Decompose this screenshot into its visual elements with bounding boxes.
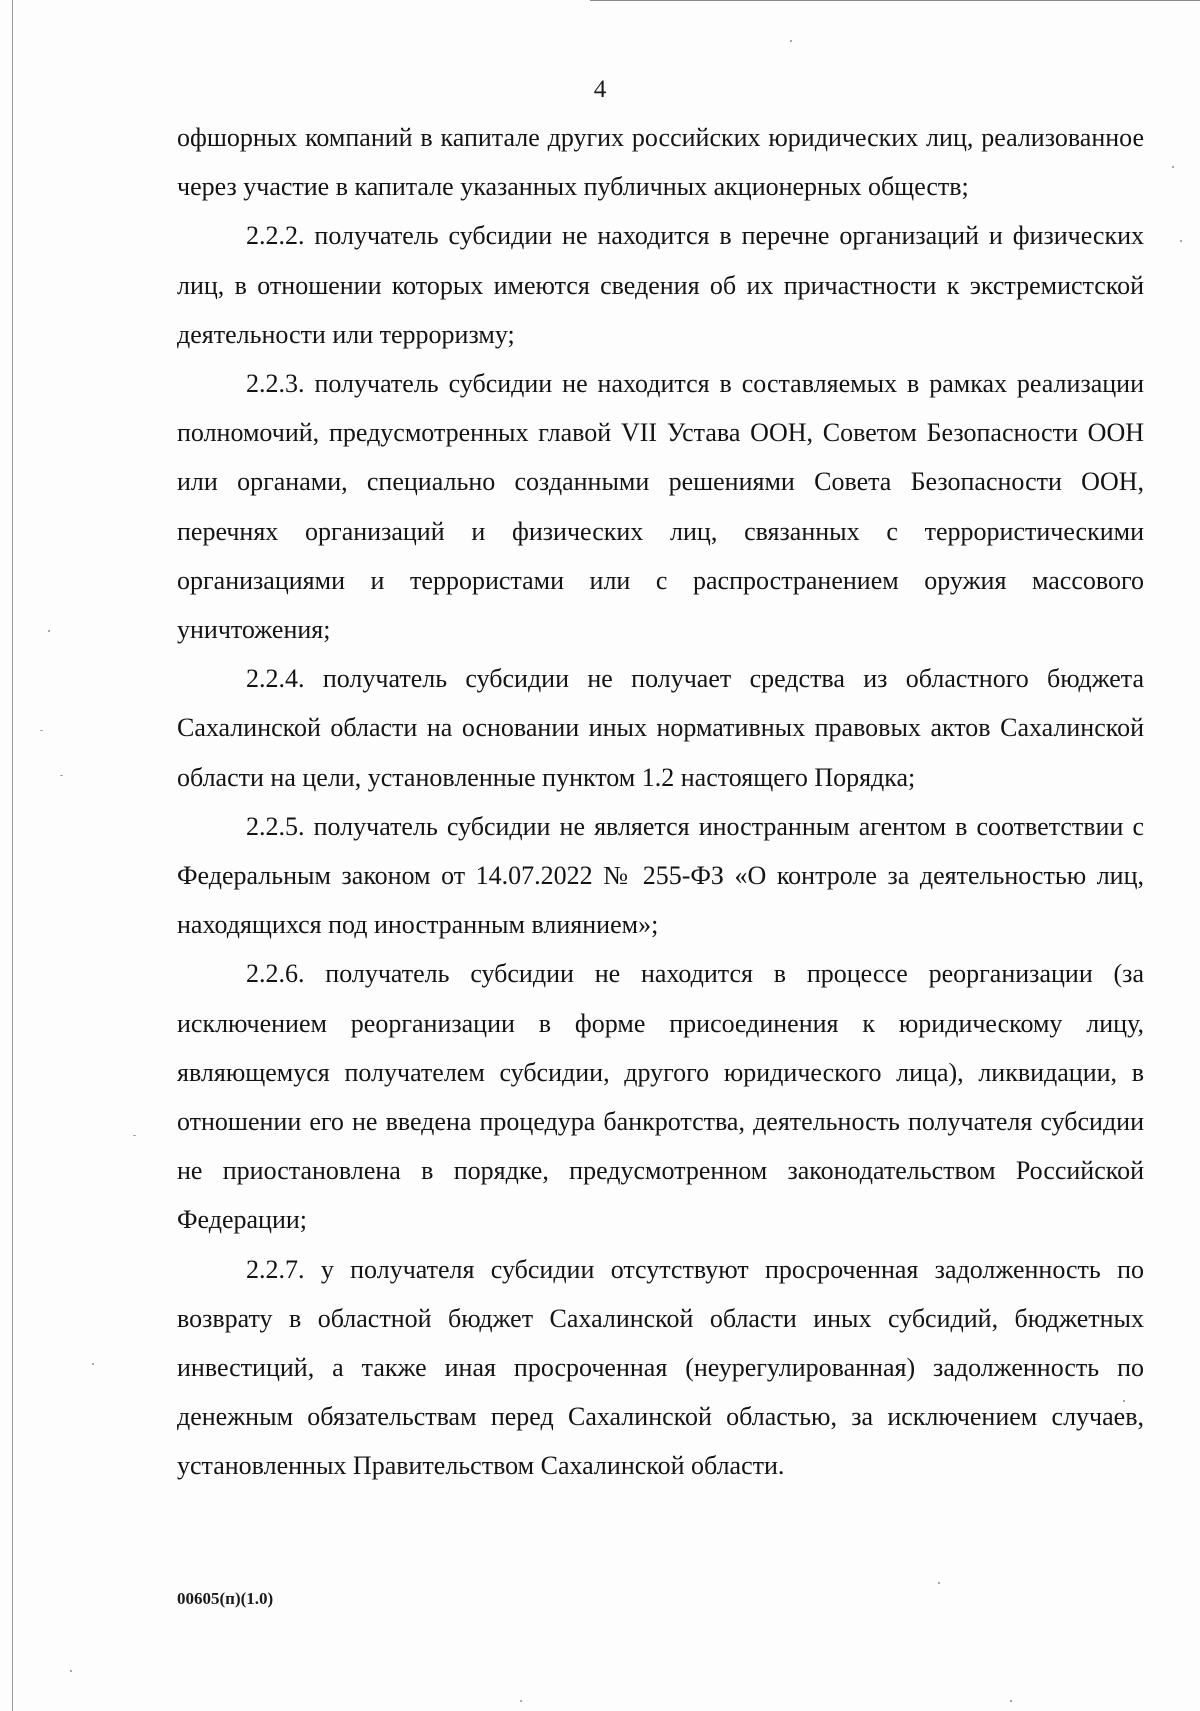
scan-speck	[48, 630, 50, 632]
scan-speck	[92, 1363, 94, 1365]
scan-edge-left	[12, 0, 13, 1711]
scan-speck	[70, 1670, 72, 1672]
scan-speck	[40, 730, 43, 731]
page-number: 4	[593, 76, 607, 103]
scan-speck	[1010, 1700, 1012, 1702]
scan-speck	[790, 40, 792, 42]
document-body	[177, 113, 1144, 1491]
paragraph-2-2-3: 2.2.3. получатель субсидии не находится в составляемых в рамках реализации полномочий, предусмотренных главой VII Устава ООН, Советом Безопасности ООН или органами, специально созданными решениями Совета Безопасности ООН, перечнях организаций и физических лиц, связанных с террористическими организациями и террористами или с распространением оружия массового уничтожения;	[177, 369, 1144, 645]
scan-speck	[60, 775, 63, 776]
scan-edge-top	[590, 0, 1200, 1]
scan-speck	[1172, 166, 1174, 168]
scan-speck	[133, 1135, 136, 1136]
scan-speck	[1180, 240, 1182, 242]
scan-speck	[1123, 1400, 1125, 1402]
document-footer-code: 00605(п)(1.0)	[177, 1589, 274, 1608]
scan-speck	[520, 1700, 522, 1702]
paragraph-continuation: офшорных компаний в капитале других российских юридических лиц, реализованное через участие в капитале указанных публичных акционерных обществ;	[177, 123, 1144, 202]
paragraph-2-2-2: 2.2.2. получатель субсидии не находится в перечне организаций и физических лиц, в отношении которых имеются сведения об их причастности к экстремистской деятельности или терроризму;	[177, 221, 1144, 349]
paragraph-2-2-6: 2.2.6. получатель субсидии не находится в процессе реорганизации (за исключением реорганизации в форме присоединения к юридическому лицу, являющемуся получателем субсидии, другого юридического лица), ликвидации, в отношении его не введена процедура банкротства, деятельность получателя субсидии не приостановлена в порядке, предусмотренном законодательством Российской Федерации;	[177, 959, 1144, 1235]
paragraph-2-2-4: 2.2.4. получатель субсидии не получает средства из областного бюджета Сахалинской области на основании иных нормативных правовых актов Сахалинской области на цели, установленные пунктом 1.2 настоящего Порядка;	[177, 664, 1144, 792]
paragraph-2-2-7: 2.2.7. у получателя субсидии отсутствуют просроченная задолженность по возврату в областной бюджет Сахалинской области иных субсидий, бюджетных инвестиций, а также иная просроченная (неурегулированная) задолженность по денежным обязательствам перед Сахалинской областью, за исключением случаев, установленных Правительством Сахалинской области.	[177, 1254, 1144, 1481]
paragraph-2-2-5: 2.2.5. получатель субсидии не является иностранным агентом в соответствии с Федеральным законом от 14.07.2022 № 255-ФЗ «О контроле за деятельностью лиц, находящихся под иностранным влиянием»;	[177, 811, 1144, 940]
scan-speck	[938, 1582, 940, 1584]
